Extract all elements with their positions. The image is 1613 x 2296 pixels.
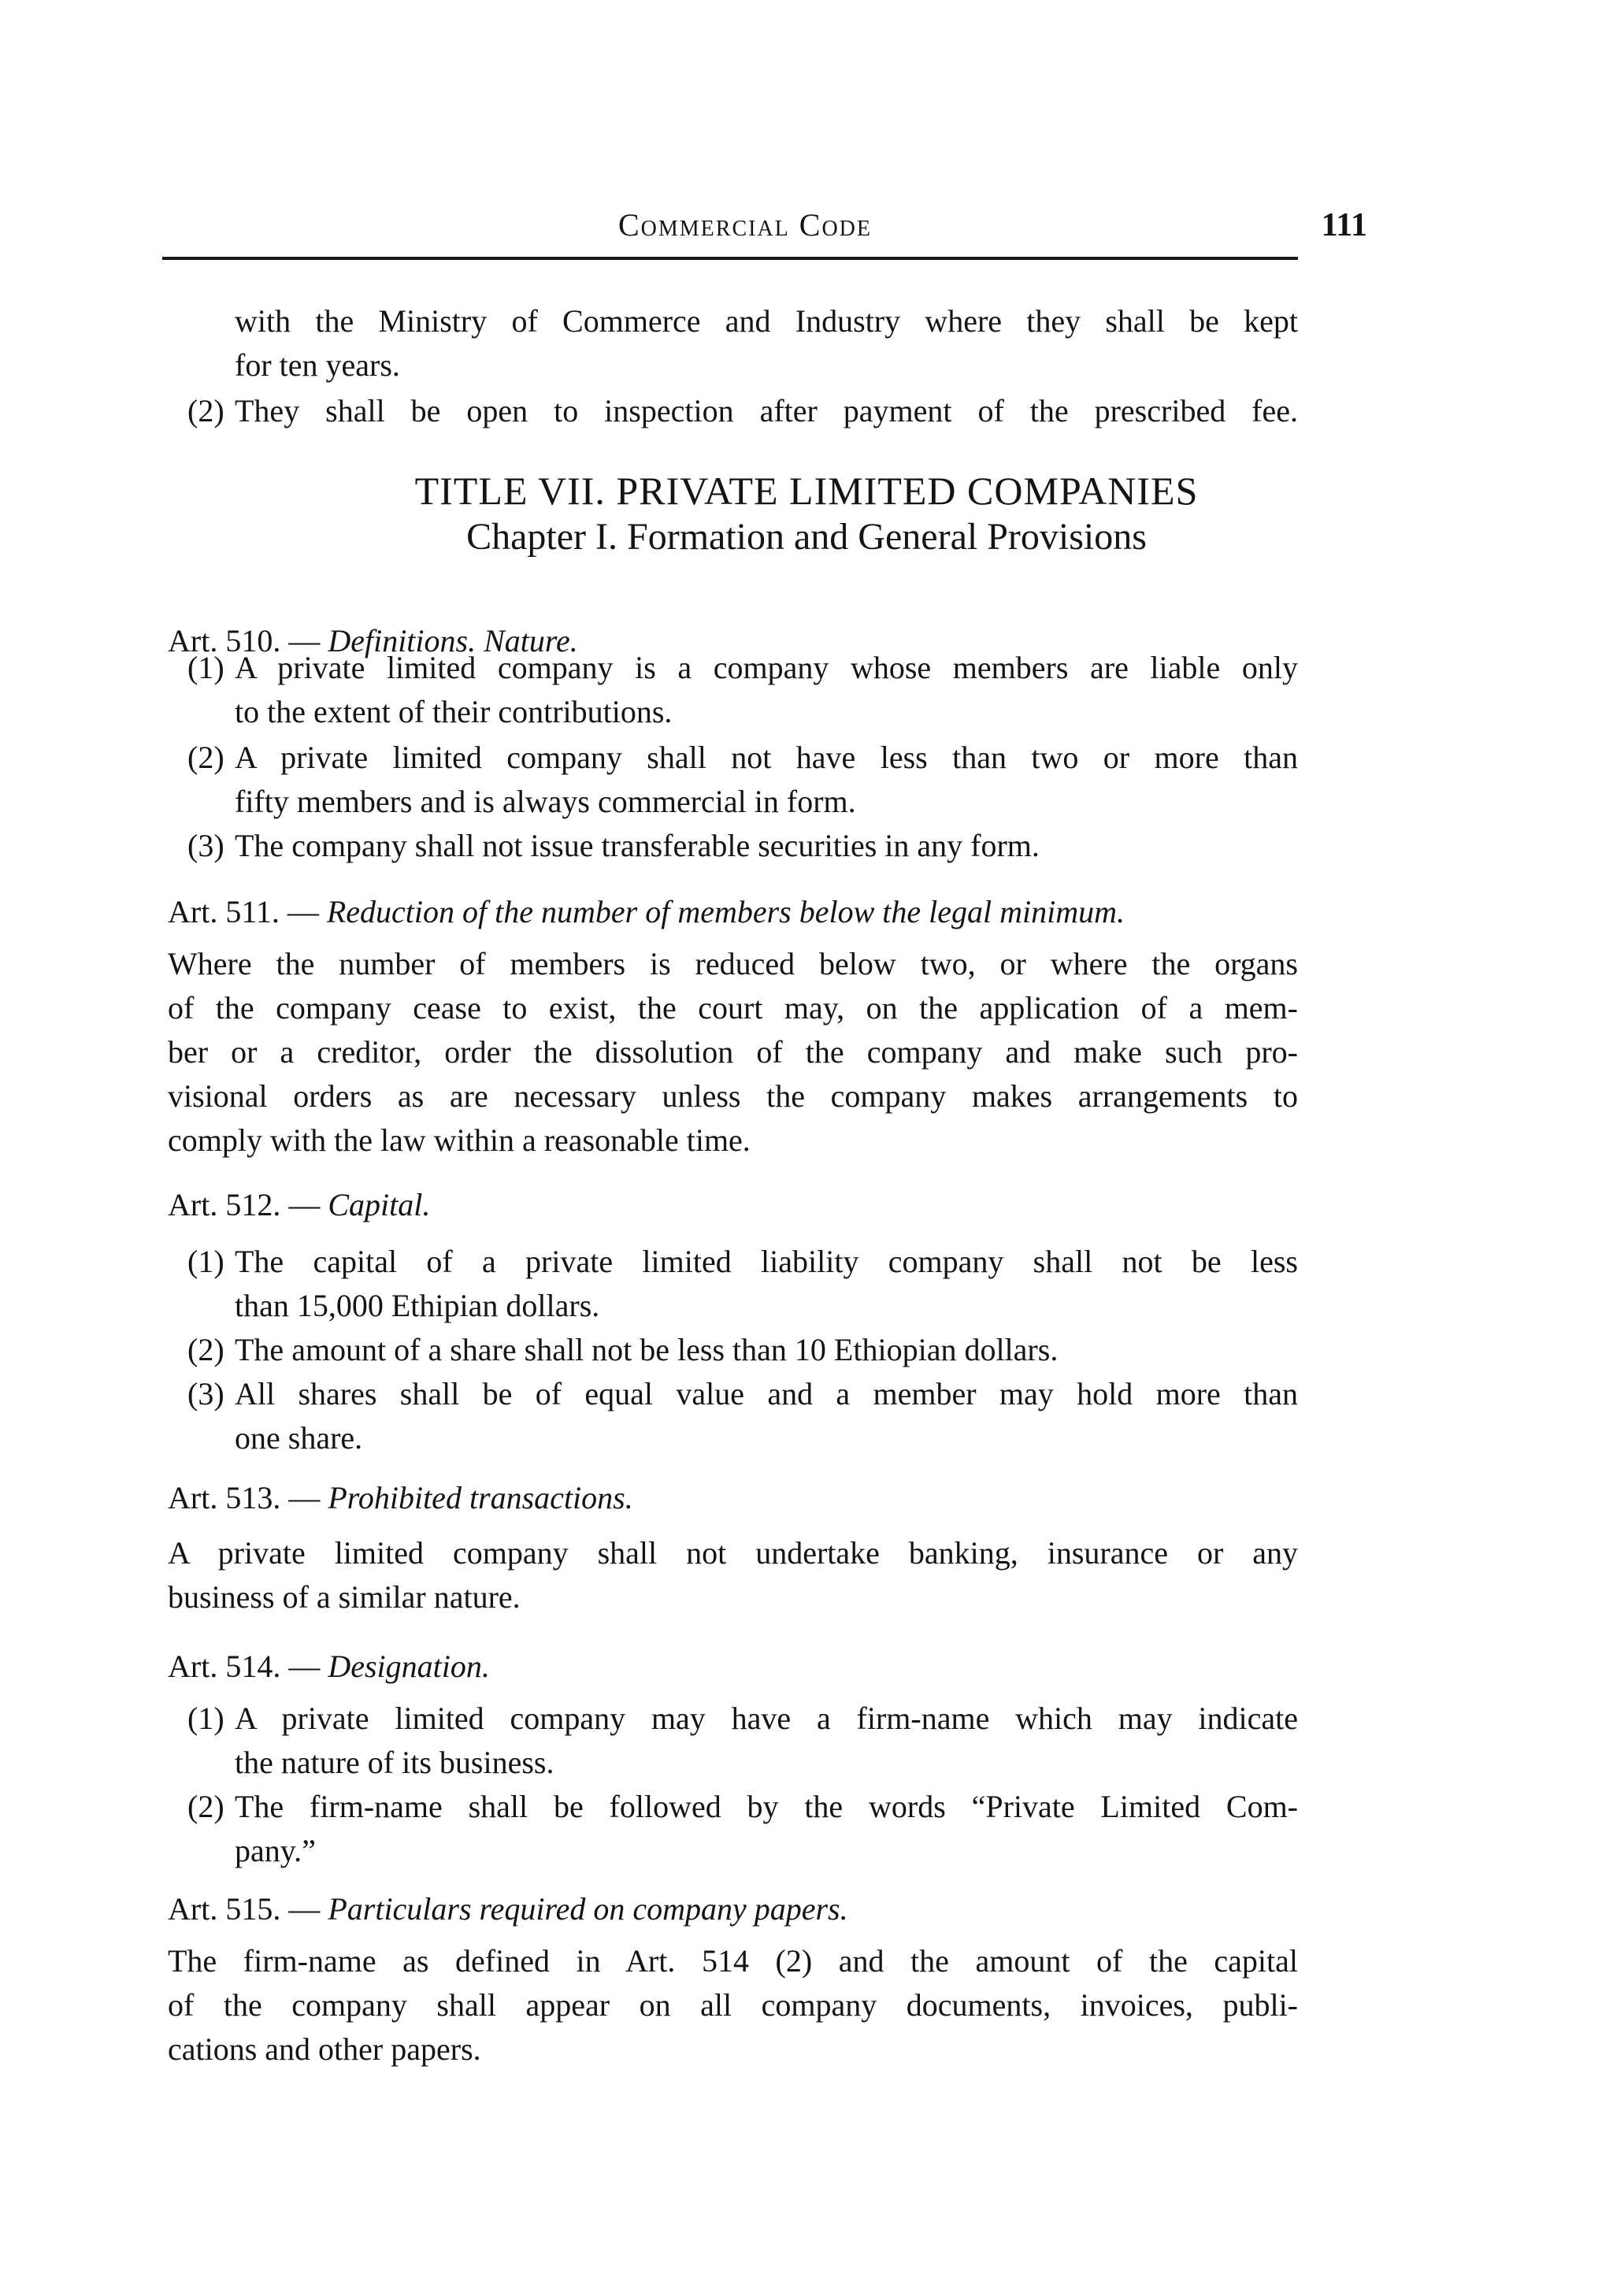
item-number: (1) <box>187 650 224 685</box>
continuation-line: for ten years. <box>235 347 400 383</box>
paragraph-line: ber or a creditor, order the dissolution of the company and make such pro- <box>168 1034 1298 1070</box>
title-heading: TITLE VII. PRIVATE LIMITED COMPANIES <box>414 469 1199 513</box>
item-text-line: All shares shall be of equal value and a member may hold more than <box>235 1376 1298 1411</box>
item-number: (2) <box>187 1332 224 1367</box>
paragraph-line: visional orders as are necessary unless the company makes arrangements to <box>168 1078 1298 1114</box>
article-heading-511 <box>168 890 1125 934</box>
paragraph-line: cations and other papers. <box>168 2031 481 2067</box>
continuation-line: with the Ministry of Commerce and Industry where they shall be kept <box>235 303 1298 339</box>
paragraph-line: A private limited company shall not undertake banking, insurance or any <box>168 1535 1298 1571</box>
item-text-line: A private limited company shall not have less than two or more than <box>235 740 1298 775</box>
item-text-line: one share. <box>235 1420 363 1456</box>
item-text-line: pany.” <box>235 1833 316 1868</box>
paragraph-line: of the company shall appear on all company documents, invoices, publi- <box>168 1987 1298 2023</box>
item-text-line: to the extent of their contributions. <box>235 694 673 729</box>
item-number: (2) <box>187 393 224 428</box>
item-text-line: The amount of a share shall not be less than 10 Ethiopian dollars. <box>235 1332 1059 1367</box>
paragraph-line: business of a similar nature. <box>168 1579 521 1615</box>
item-number: (2) <box>187 1789 224 1824</box>
article-title: Capital. <box>328 1187 431 1222</box>
article-label: Art. 512. <box>168 1187 281 1222</box>
article-heading-515 <box>168 1887 848 1931</box>
item-number: (2) <box>187 740 224 775</box>
article-label: Art. 510. <box>168 623 281 658</box>
item-text-line: The capital of a private limited liability company shall not be less <box>235 1244 1298 1279</box>
running-title: Commercial Code <box>617 207 873 243</box>
article-title: Designation. <box>328 1649 490 1684</box>
item-text-line: the nature of its business. <box>235 1745 554 1780</box>
article-label: Art. 513. <box>168 1480 281 1515</box>
running-header <box>162 206 1367 260</box>
article-heading-512 <box>168 1183 430 1227</box>
article-label: Art. 514. <box>168 1649 281 1684</box>
article-dash: — <box>288 1480 321 1515</box>
paragraph-line: Where the number of members is reduced below two, or where the organs <box>168 946 1298 981</box>
article-title: Reduction of the number of members below the legal minimum. <box>326 894 1125 929</box>
article-label: Art. 511. <box>168 894 280 929</box>
item-number: (1) <box>187 1701 224 1736</box>
article-label: Art. 515. <box>168 1891 281 1927</box>
item-text-line: The firm-name shall be followed by the words “Private Limited Com- <box>235 1789 1298 1824</box>
article-heading-514 <box>168 1645 490 1689</box>
article-dash: — <box>288 623 321 658</box>
article-dash: — <box>287 894 319 929</box>
item-text-line: fifty members and is always commercial in form. <box>235 784 856 819</box>
article-dash: — <box>288 1649 321 1684</box>
item-text-line: than 15,000 Ethipian dollars. <box>235 1288 600 1323</box>
item-number: (3) <box>187 1376 224 1411</box>
article-title: Definitions. Nature. <box>328 623 578 658</box>
page-number: 111 <box>1321 207 1367 243</box>
item-text-line: A private limited company may have a firm-name which may indicate <box>235 1701 1298 1736</box>
item-text-line: A private limited company is a company whose members are liable only <box>235 650 1298 685</box>
article-heading-513 <box>168 1476 633 1520</box>
paragraph-line: comply with the law within a reasonable time. <box>168 1122 751 1158</box>
article-dash: — <box>288 1891 321 1927</box>
item-text-line: The company shall not issue transferable securities in any form. <box>235 828 1040 863</box>
item-text: They shall be open to inspection after payment of the prescribed fee. <box>235 393 1298 428</box>
item-number: (3) <box>187 828 224 863</box>
article-dash: — <box>288 1187 321 1222</box>
chapter-heading: Chapter I. Formation and General Provisions <box>466 516 1147 558</box>
paragraph-line: of the company cease to exist, the court may, on the application of a mem- <box>168 990 1298 1026</box>
article-title: Prohibited transactions. <box>328 1480 633 1515</box>
paragraph-line: The firm-name as defined in Art. 514 (2) and the amount of the capital <box>168 1943 1298 1979</box>
item-number: (1) <box>187 1244 224 1279</box>
article-title: Particulars required on company papers. <box>328 1891 848 1927</box>
